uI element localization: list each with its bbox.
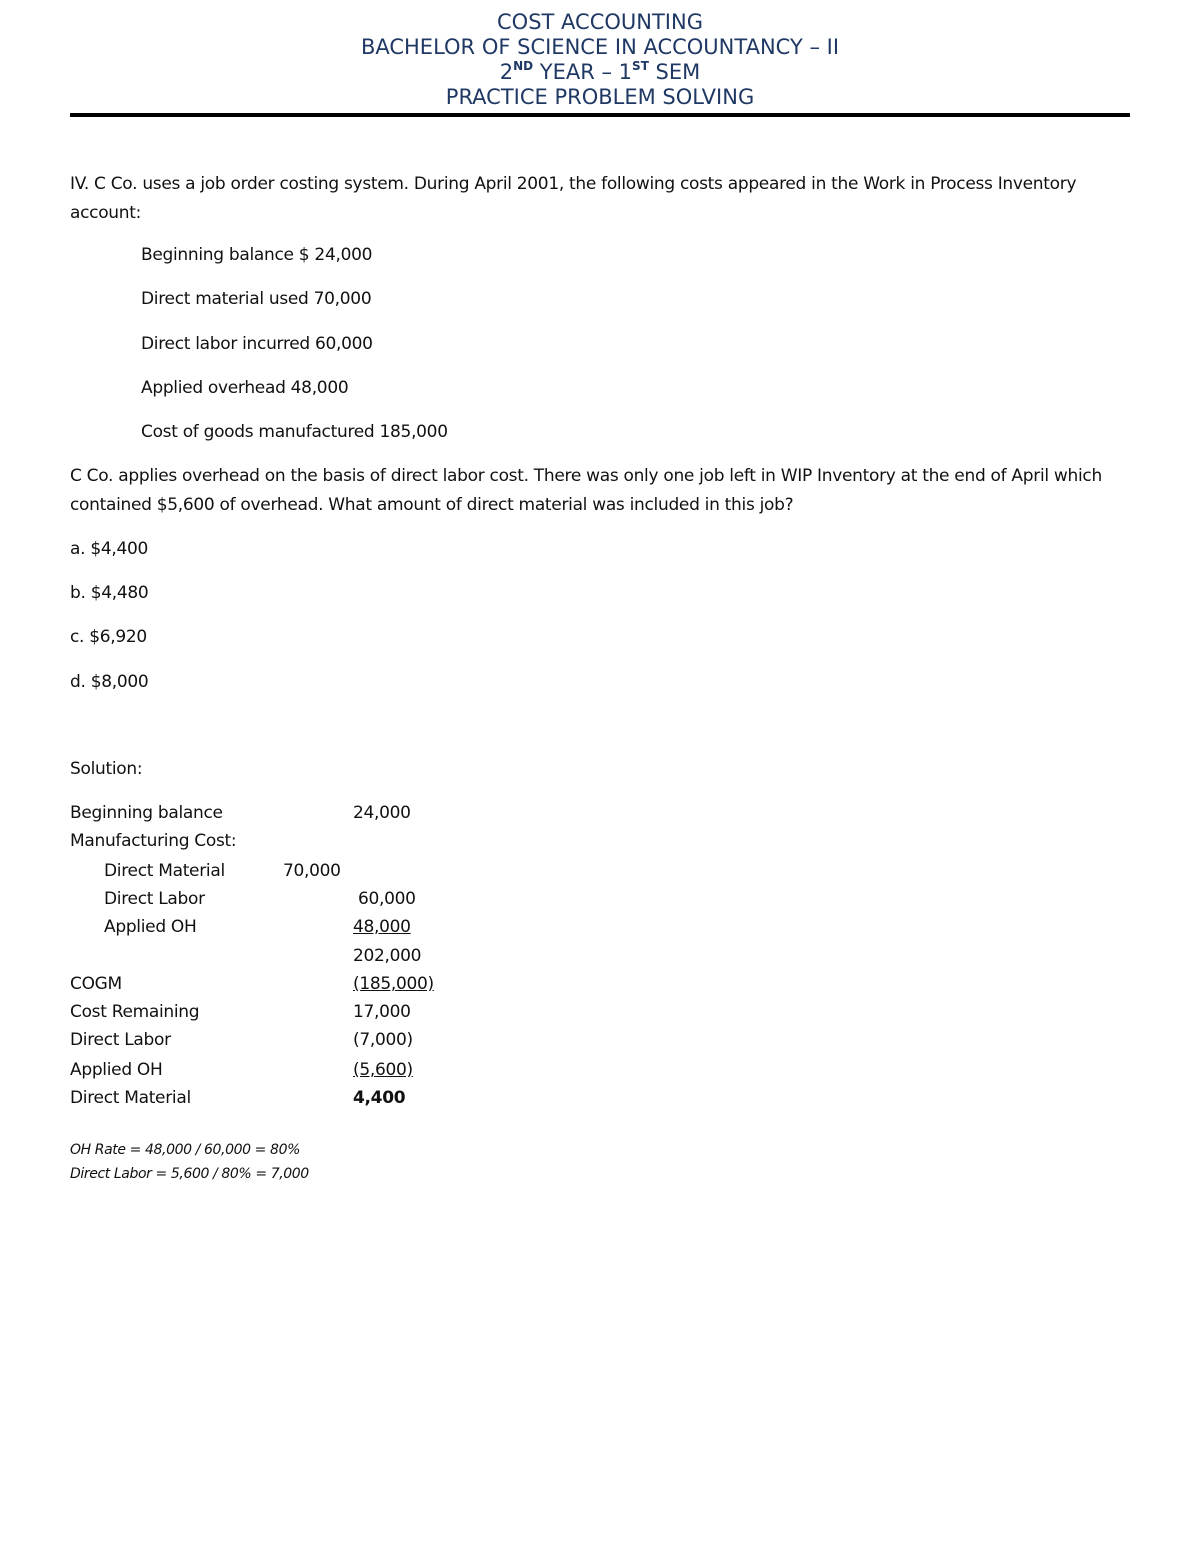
solution-value: (185,000) — [353, 974, 434, 994]
solution-value: 70,000 — [283, 861, 341, 881]
solution-value: 60,000 — [358, 889, 416, 909]
solution-value: 48,000 — [353, 917, 411, 937]
oh-rate-note: OH Rate = 48,000 / 60,000 = 80% — [70, 1142, 300, 1158]
solution-label: Direct Labor — [104, 889, 205, 909]
solution-total: 202,000 — [353, 946, 422, 966]
choice-d: d. $8,000 — [70, 672, 149, 692]
header-divider — [70, 113, 1130, 117]
year-number: 2 — [499, 60, 514, 84]
cost-item: Applied overhead 48,000 — [141, 378, 349, 398]
year-middle: YEAR – 1 — [533, 60, 633, 84]
header-title: COST ACCOUNTING — [497, 10, 703, 34]
solution-label: Direct Material — [104, 861, 225, 881]
cost-item: Cost of goods manufactured 185,000 — [141, 422, 448, 442]
header-year-sem — [0, 60, 1200, 85]
choice-b: b. $4,480 — [70, 583, 149, 603]
sem-text: SEM — [648, 60, 701, 84]
solution-value: 24,000 — [353, 803, 411, 823]
choice-a: a. $4,400 — [70, 539, 149, 559]
solution-label: COGM — [70, 974, 122, 994]
document-header — [0, 10, 1200, 110]
cost-item: Beginning balance $ 24,000 — [141, 245, 373, 265]
cost-item: Direct labor incurred 60,000 — [141, 334, 373, 354]
direct-labor-note: Direct Labor = 5,600 / 80% = 7,000 — [70, 1166, 309, 1182]
solution-label: Manufacturing Cost: — [70, 831, 237, 851]
year-superscript: ND — [513, 59, 534, 73]
solution-label: Direct Labor — [70, 1030, 171, 1050]
solution-value: 17,000 — [353, 1002, 411, 1022]
solution-value: (5,600) — [353, 1060, 413, 1080]
problem-question: C Co. applies overhead on the basis of direct labor cost. There was only one job left in WIP Inventory at the end of April which contained $5,600 of overhead. What amount of direct material was included in this job? — [70, 466, 1102, 515]
problem-intro: IV. C Co. uses a job order costing system. During April 2001, the following costs appeared in the Work in Process Inventory account: — [70, 174, 1077, 223]
choice-c: c. $6,920 — [70, 627, 147, 647]
solution-label: Beginning balance — [70, 803, 223, 823]
solution-label: Direct Material — [70, 1088, 191, 1108]
solution-label: Applied OH — [104, 917, 197, 937]
header-program: BACHELOR OF SCIENCE IN ACCOUNTANCY – II — [360, 35, 840, 59]
solution-label: Applied OH — [70, 1060, 163, 1080]
solution-answer: 4,400 — [353, 1088, 406, 1108]
solution-heading: Solution: — [70, 759, 143, 779]
sem-superscript: ST — [632, 59, 649, 73]
cost-item: Direct material used 70,000 — [141, 289, 372, 309]
header-subtitle: PRACTICE PROBLEM SOLVING — [445, 85, 755, 109]
solution-label: Cost Remaining — [70, 1002, 200, 1022]
solution-value: (7,000) — [353, 1030, 413, 1050]
